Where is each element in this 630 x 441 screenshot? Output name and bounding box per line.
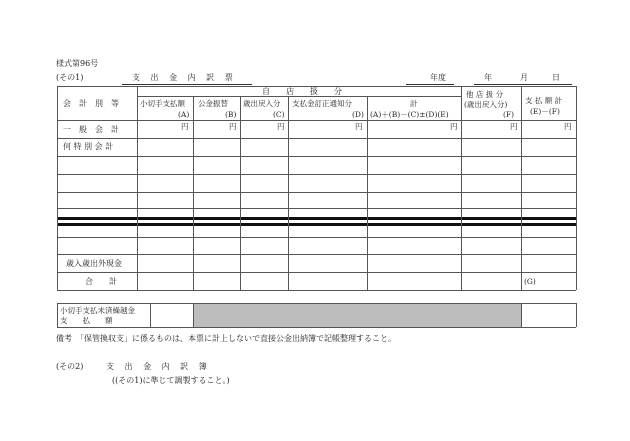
unit-d: 円 bbox=[355, 122, 363, 131]
header-saishutsu-sub: (C) bbox=[273, 110, 285, 119]
header-taten: 他 店 扱 分 bbox=[466, 90, 504, 99]
unpaid-line2: 支 払 額 bbox=[60, 316, 113, 325]
unit-a: 円 bbox=[181, 122, 189, 131]
header-teisei: 支払金訂正通知分 bbox=[292, 99, 352, 108]
unit-f: 円 bbox=[510, 122, 518, 131]
header-saishutsu: 歳出戻入分 bbox=[243, 99, 281, 108]
header-kei: 計 bbox=[410, 99, 418, 108]
date-month: 月 bbox=[520, 73, 528, 82]
header-kaikei: 会 計 別 等 bbox=[63, 99, 119, 108]
shaded-cell bbox=[194, 304, 521, 327]
header-kogitte: 小切手支払額 bbox=[140, 99, 185, 108]
unpaid-line1: 小切手支払未済繰越金 bbox=[60, 306, 135, 315]
part2-title: 支 出 金 内 訳 簿 bbox=[106, 362, 211, 371]
row-gokei: 合 計 bbox=[85, 277, 117, 286]
header-kei-formula: (A)＋(B)－(C)±(D)(E) bbox=[370, 110, 449, 119]
g-mark: (G) bbox=[524, 277, 536, 286]
biko-note: 備考 「保管換収支」に係るものは、本票に計上しないで直接公金出納簿で記帳整理すること。 bbox=[56, 334, 396, 343]
unit-b: 円 bbox=[229, 122, 237, 131]
part1-label: (その1) bbox=[56, 73, 84, 82]
unit-c: 円 bbox=[277, 122, 285, 131]
part2-label: (その2) bbox=[56, 362, 84, 371]
form-number: 様式第96号 bbox=[56, 59, 99, 68]
header-shiharai-formula: (E)－(F) bbox=[530, 107, 560, 116]
header-kokin: 公金振替 bbox=[198, 99, 228, 108]
row-saiunyu: 歳入歳出外現金 bbox=[66, 259, 122, 268]
header-shiharai: 支 払 額 計 bbox=[525, 96, 563, 105]
header-teisei-sub: (D) bbox=[352, 110, 364, 119]
header-jiten-group: 自 店 扱 分 bbox=[262, 87, 342, 96]
row-tokubetsu: 何 特 別 会 計 bbox=[63, 142, 114, 151]
date-underline bbox=[474, 83, 572, 85]
header-taten-paren: (歳出戻入分) bbox=[464, 100, 508, 109]
date-year: 年 bbox=[484, 73, 492, 82]
date-day: 日 bbox=[552, 73, 560, 82]
row-ippan: 一 般 会 計 bbox=[63, 125, 119, 134]
nendo-label: 年度 bbox=[430, 73, 446, 82]
unit-g: 円 bbox=[564, 122, 572, 131]
title-underline bbox=[122, 83, 252, 85]
part2-note: ((その1)に準じて調製すること。) bbox=[112, 376, 230, 385]
unit-e: 円 bbox=[450, 122, 458, 131]
header-kokin-sub: (B) bbox=[225, 110, 237, 119]
header-kogitte-sub: (A) bbox=[178, 110, 190, 119]
nendo-underline bbox=[406, 83, 454, 85]
header-taten-sub: (F) bbox=[503, 110, 515, 119]
part1-title: 支 出 金 内 訳 票 bbox=[132, 73, 237, 82]
